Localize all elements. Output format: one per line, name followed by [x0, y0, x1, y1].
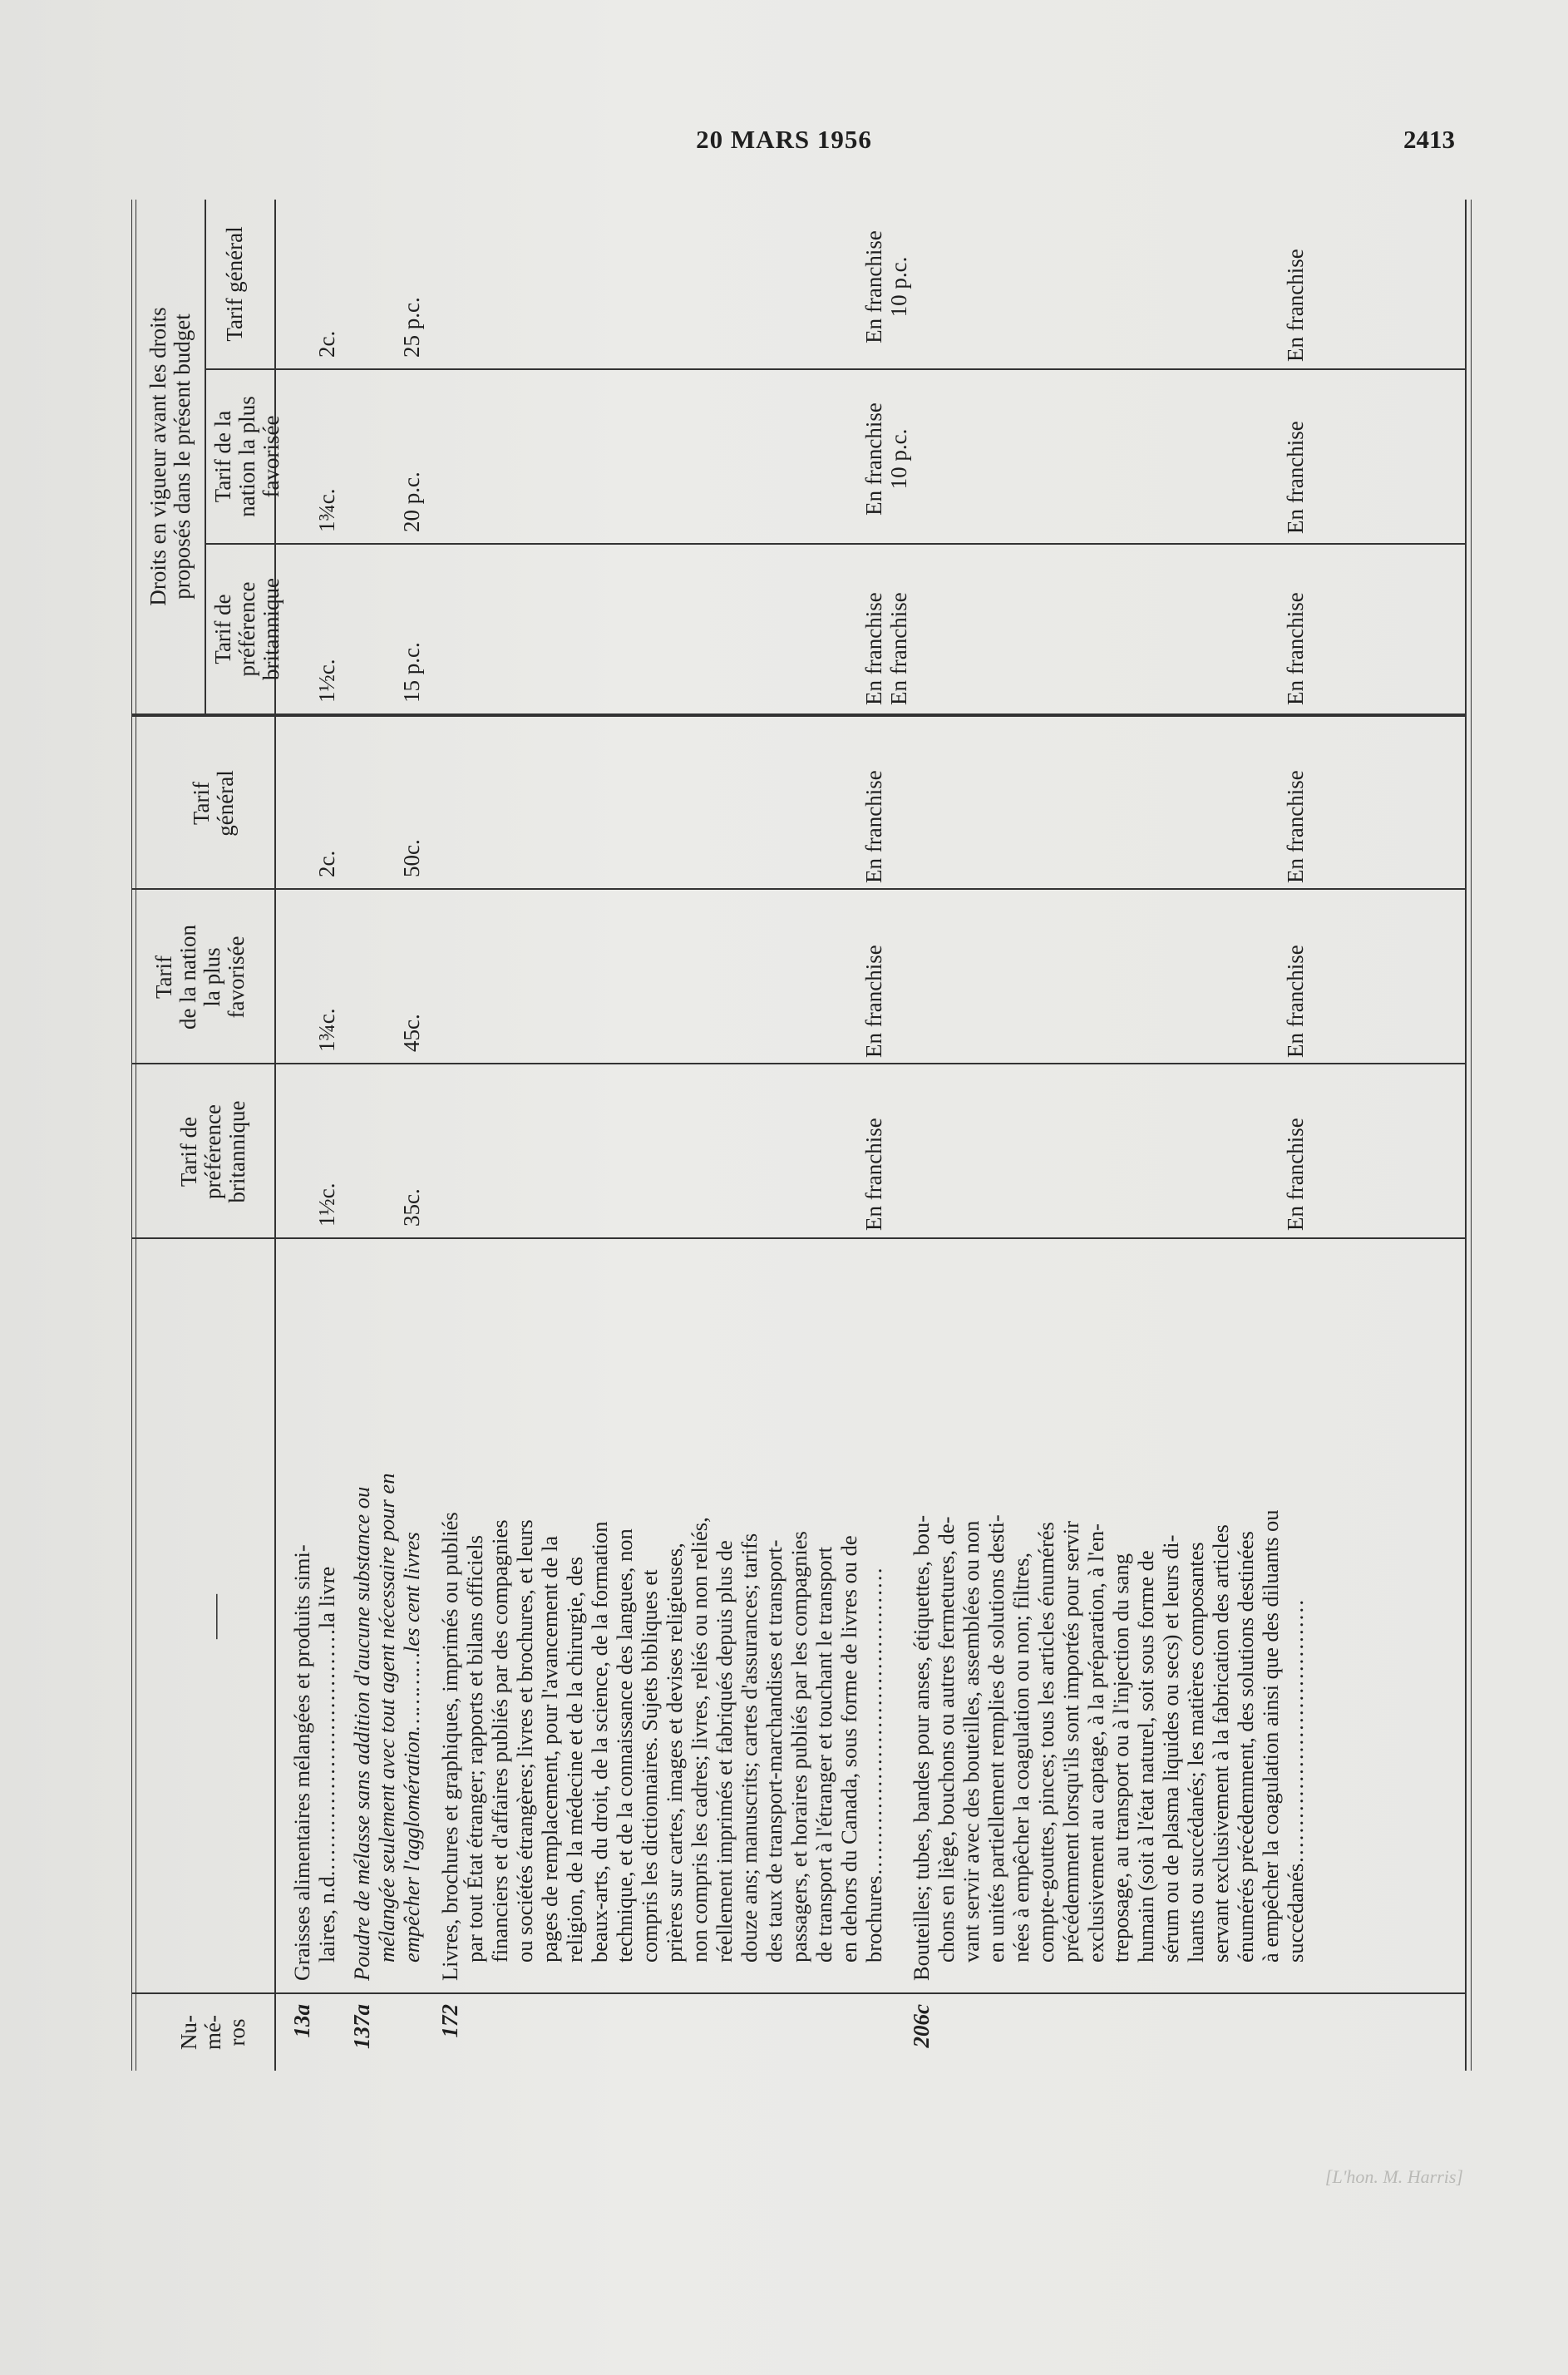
description-line: technique, et de la connaissance des langues, non — [612, 1528, 637, 1963]
col-sep-cgen — [131, 713, 1466, 717]
header-current-mfn: Tarif de la nation la plus favorisée — [151, 925, 249, 1029]
current-gen-value: En franchise — [861, 770, 886, 883]
header-current-bp: Tarif de préférence britannique — [176, 1100, 249, 1203]
current-mfn-value: En franchise — [861, 945, 886, 1058]
prior-mfn-value: 20 p.c. — [399, 472, 424, 532]
description-line: sérum ou de plasma liquides ou secs) et leurs di- — [1158, 1534, 1183, 1963]
row-code: 13a — [289, 2004, 314, 2038]
description-line: empêcher l'agglomération…………les cent livres — [399, 1532, 424, 1963]
table-bottom-rule — [1465, 200, 1472, 2071]
prior-bp-value: 15 p.c. — [399, 642, 424, 703]
description-line: religion, de la médecine et de la chirurgie, des — [562, 1556, 587, 1963]
description-line: Livres, brochures et graphiques, imprimés ou publiés — [437, 1512, 462, 1981]
current-bp-value: 1½c. — [314, 1183, 339, 1227]
page-date: 20 MARS 1956 — [696, 125, 872, 154]
description-line: treposage, au transport ou à l'injection du sang — [1108, 1553, 1133, 1963]
description-line: laires, n.d.……………………………la livre — [314, 1566, 339, 1963]
col-sep-desc — [131, 1237, 1466, 1239]
description-line: des taux de transport-marchandises et transport- — [762, 1539, 786, 1963]
prior-bp-value: 1½c. — [314, 659, 339, 703]
current-bp-value: En franchise — [861, 1118, 886, 1231]
description-line: Graisses alimentaires mélangées et produits simi- — [289, 1544, 314, 1981]
current-bp-value: En franchise — [1283, 1118, 1308, 1231]
row-code: 206c — [909, 2004, 934, 2048]
current-gen-value: 2c. — [314, 850, 339, 877]
header-current-gen: Tarif général — [189, 770, 238, 837]
description-line: exclusivement au captage, à la préparation, à l'en- — [1083, 1523, 1108, 1963]
description-line: non compris les cadres; livres, reliés ou non reliés, — [687, 1517, 712, 1963]
header-prior-bp: Tarif de préférence britannique — [210, 578, 284, 680]
prior-gen-value: 2c. — [314, 330, 339, 358]
row-description — [349, 1249, 424, 1981]
row-description — [909, 1249, 1308, 1981]
col-sep-pmfn — [205, 368, 1466, 370]
prior-gen-value: En franchise — [1283, 249, 1308, 362]
row-code: 137a — [349, 2004, 374, 2049]
description-line: beaux-arts, du droit, de la science, de la formation — [587, 1521, 612, 1963]
prior-mfn-value: En franchise 10 p.c. — [861, 402, 911, 516]
current-mfn-value: 45c. — [399, 1014, 424, 1052]
description-line: succédanés……………………………… — [1283, 1598, 1308, 1963]
prior-gen-value: 25 p.c. — [399, 297, 424, 358]
col-sep-cbp — [131, 1063, 1466, 1064]
header-numeros: Nu- mé- ros — [176, 2015, 249, 2050]
description-line: en dehors du Canada, sous forme de livres ou de — [836, 1535, 861, 1963]
description-line: en unités partiellement remplies de solutions desti- — [984, 1514, 1008, 1963]
description-line: énumérés précédemment, des solutions destinées — [1233, 1531, 1258, 1963]
row-code: 172 — [437, 2004, 462, 2038]
current-gen-value: 50c. — [399, 839, 424, 877]
col-sep-cmfn — [131, 888, 1466, 890]
prior-gen-value: En franchise 10 p.c. — [861, 230, 911, 343]
description-line: à empêcher la coagulation ainsi que des diluants ou — [1258, 1509, 1283, 1963]
description-line: financiers et d'affaires publiés par des compagnies — [487, 1519, 512, 1963]
table-top-rule — [131, 200, 136, 2071]
page-number: 2413 — [1403, 125, 1455, 154]
description-line: douze ans; manuscrits; cartes d'assurances; tarifs — [737, 1533, 762, 1963]
description-line: prières sur cartes, images et devises religieuses, — [662, 1543, 687, 1963]
row-description — [437, 1249, 886, 1981]
description-line: servant exclusivement à la fabrication des articles — [1208, 1524, 1233, 1963]
description-line: brochures…………………………………… — [861, 1567, 886, 1963]
description-line: ou sociétés étrangères; livres et brochures, et leurs — [512, 1519, 537, 1963]
tariff-table — [131, 200, 1470, 2071]
header-prior-mfn: Tarif de la nation la plus favorisée — [210, 396, 284, 517]
description-line: Bouteilles; tubes, bandes pour anses, étiquettes, bou- — [909, 1514, 934, 1981]
footer-note: [L'hon. M. Harris] — [1324, 2166, 1463, 2187]
prior-bp-value: En franchise En franchise — [861, 592, 911, 705]
description-line: humain (soit à l'état naturel, soit sous forme de — [1133, 1550, 1158, 1963]
group-rule — [205, 200, 206, 713]
description-line: chons en liège, bouchons ou autres fermetures, de- — [934, 1516, 959, 1963]
row-description — [289, 1249, 339, 1981]
description-line: compris les dictionnaires. Sujets bibliques et — [637, 1569, 662, 1963]
description-line: vant servir avec des bouteilles, assemblées ou non — [959, 1520, 984, 1963]
description-line: compte-gouttes, pinces; tous les articles énumérés — [1033, 1522, 1058, 1963]
description-line: pages de remplacement, pour l'avancement de la — [537, 1535, 562, 1963]
description-line: de transport à l'étranger et touchant le transport — [811, 1547, 836, 1963]
header-prior-group: Droits en vigueur avant les droits proposés dans le présent budget — [145, 307, 195, 606]
description-line: passagers, et horaires publiés par les compagnies — [786, 1531, 811, 1963]
current-mfn-value: 1¾c. — [314, 1008, 339, 1052]
prior-mfn-value: En franchise — [1283, 421, 1308, 534]
current-bp-value: 35c. — [399, 1188, 424, 1227]
description-line: Poudre de mélasse sans addition d'aucune substance ou — [349, 1486, 374, 1981]
description-line: réellement imprimés et fabriqués depuis plus de — [712, 1540, 737, 1963]
description-line: par tout État étranger; rapports et bilans officiels — [462, 1535, 487, 1963]
description-line: luants ou succédanés; les matières composantes — [1183, 1542, 1208, 1963]
current-mfn-value: En franchise — [1283, 945, 1308, 1058]
current-gen-value: En franchise — [1283, 770, 1308, 883]
description-line: précédemment lorsqu'ils sont importés pour servir — [1058, 1521, 1083, 1963]
description-line: nées à empêcher la coagulation ou non; filtres, — [1008, 1552, 1033, 1963]
prior-mfn-value: 1¾c. — [314, 488, 339, 532]
header-dash: —— — [202, 1594, 227, 1639]
prior-bp-value: En franchise — [1283, 592, 1308, 705]
col-sep-code — [131, 1992, 1466, 1994]
col-sep-pbp — [205, 543, 1466, 545]
header-prior-gen: Tarif général — [222, 226, 247, 342]
description-line: mélangée seulement avec tout agent nécessaire pour en — [374, 1473, 399, 1963]
